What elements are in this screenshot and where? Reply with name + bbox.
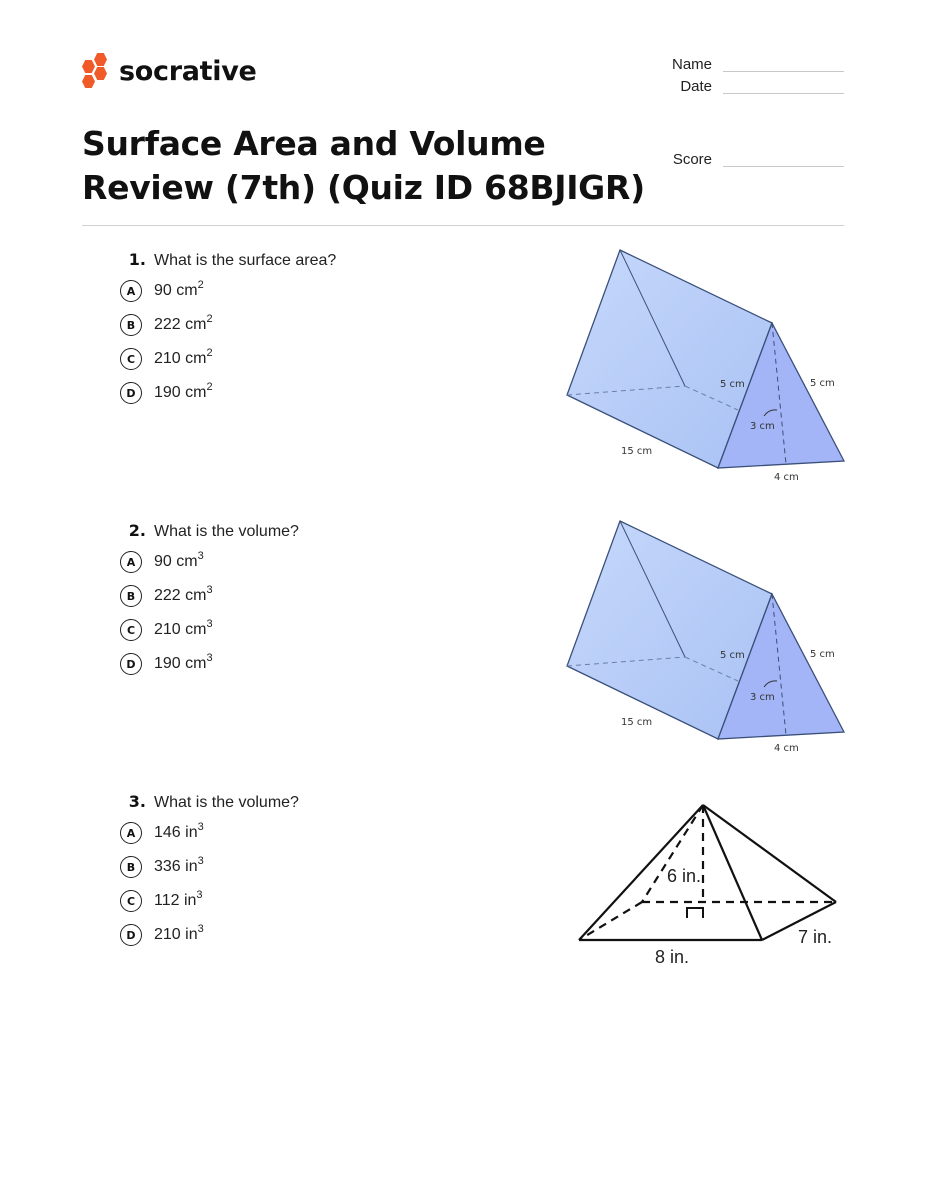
option-bubble[interactable]: A — [120, 551, 142, 573]
svg-text:6 in.: 6 in. — [667, 866, 702, 886]
question-text: What is the surface area? — [154, 252, 337, 269]
question-1 — [118, 250, 538, 410]
date-line — [723, 93, 844, 94]
date-field — [650, 78, 850, 98]
svg-text:15 cm: 15 cm — [621, 446, 653, 457]
option-c[interactable]: C 112 $in^3$ — [118, 884, 538, 918]
option-bubble[interactable]: D — [120, 382, 142, 404]
socrative-logo — [81, 52, 257, 90]
pyramid-figure — [560, 790, 860, 970]
option-bubble[interactable]: B — [120, 314, 142, 336]
option-bubble[interactable]: C — [120, 619, 142, 641]
option-bubble[interactable]: A — [120, 280, 142, 302]
page-title: Surface Area and Volume Review (7th) (Quiz ID 68BJIGR) — [82, 124, 645, 207]
option-b[interactable]: B 336 $in^3$ — [118, 850, 538, 884]
question-number: 1. — [128, 250, 146, 269]
option-b[interactable]: B 222 $cm^2$ — [118, 308, 538, 342]
score-line — [723, 166, 844, 167]
svg-text:4 cm: 4 cm — [774, 472, 799, 483]
option-b[interactable]: B 222 $cm^3$ — [118, 579, 538, 613]
question-3 — [118, 792, 538, 952]
svg-text:3 cm: 3 cm — [750, 692, 775, 703]
svg-text:5 cm: 5 cm — [720, 379, 745, 390]
option-bubble[interactable]: B — [120, 856, 142, 878]
option-d[interactable]: D 190 $cm^2$ — [118, 376, 538, 410]
option-bubble[interactable]: A — [120, 822, 142, 844]
option-a[interactable]: A 90 $cm^3$ — [118, 545, 538, 579]
option-c[interactable]: C 210 $cm^3$ — [118, 613, 538, 647]
date-label: Date — [680, 78, 712, 95]
option-a[interactable]: A 90 $cm^2$ — [118, 274, 538, 308]
question-text: What is the volume? — [154, 794, 299, 811]
question-number: 2. — [128, 521, 146, 540]
option-bubble[interactable]: B — [120, 585, 142, 607]
question-2 — [118, 521, 538, 681]
name-field — [650, 56, 850, 76]
svg-text:5 cm: 5 cm — [810, 649, 835, 660]
option-bubble[interactable]: C — [120, 348, 142, 370]
header-divider — [82, 225, 844, 226]
option-d[interactable]: D 210 $in^3$ — [118, 918, 538, 952]
triangular-prism-figure-2 — [560, 511, 860, 761]
question-number: 3. — [128, 792, 146, 811]
score-field — [650, 151, 850, 171]
svg-text:4 cm: 4 cm — [774, 743, 799, 754]
option-bubble[interactable]: C — [120, 890, 142, 912]
svg-text:5 cm: 5 cm — [810, 378, 835, 389]
svg-text:3 cm: 3 cm — [750, 421, 775, 432]
option-bubble[interactable]: D — [120, 653, 142, 675]
option-bubble[interactable]: D — [120, 924, 142, 946]
name-label: Name — [671, 56, 712, 73]
option-d[interactable]: D 190 $cm^3$ — [118, 647, 538, 681]
name-line — [723, 71, 844, 72]
score-label: Score — [672, 151, 712, 168]
brand-name: socrative — [119, 55, 257, 87]
svg-text:7 in.: 7 in. — [798, 927, 833, 947]
hexagon-logo-icon — [81, 52, 111, 90]
option-c[interactable]: C 210 $cm^2$ — [118, 342, 538, 376]
question-text: What is the volume? — [154, 523, 299, 540]
option-a[interactable]: A 146 $in^3$ — [118, 816, 538, 850]
svg-text:8 in.: 8 in. — [655, 947, 690, 967]
svg-text:5 cm: 5 cm — [720, 650, 745, 661]
triangular-prism-figure-1 — [560, 240, 860, 490]
svg-text:15 cm: 15 cm — [621, 717, 653, 728]
